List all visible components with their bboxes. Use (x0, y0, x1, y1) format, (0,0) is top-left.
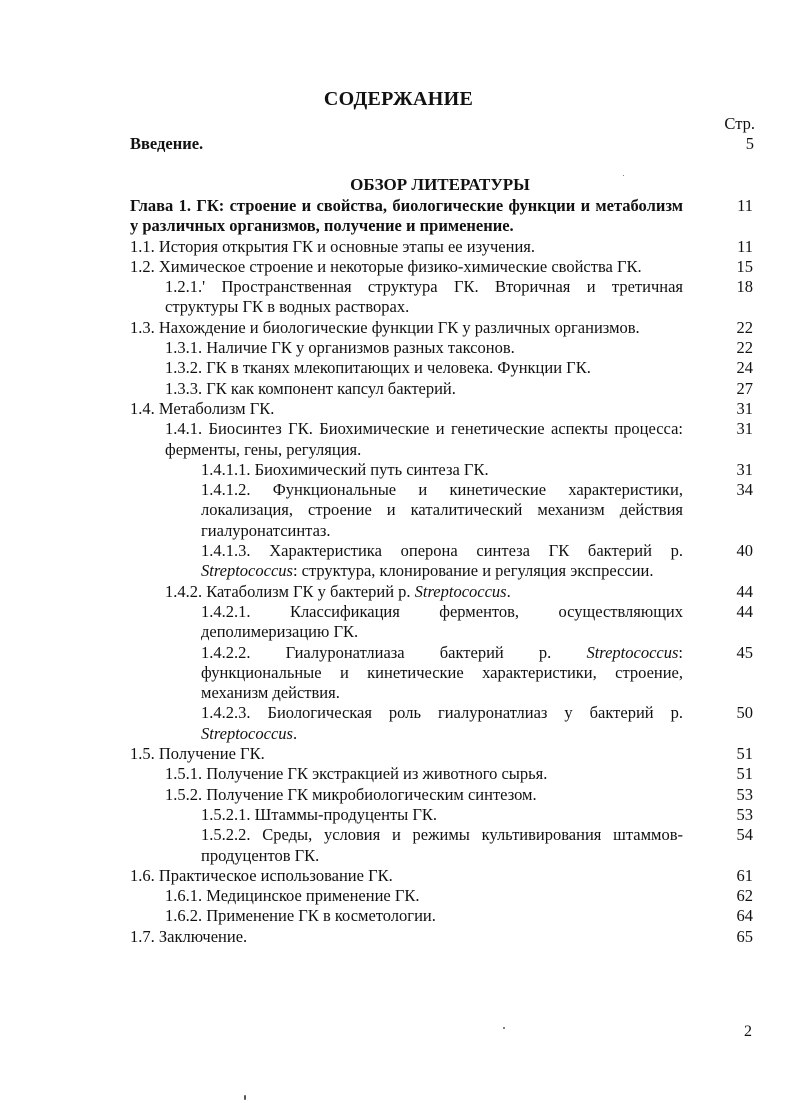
toc-entry-text: 1.3.3. ГК как компонент капсул бактерий. (165, 378, 456, 398)
toc-entry-text: 1.2.1.' Пространственная структура ГК. Вторичная и третичная структуры ГК в водных растворах. (165, 277, 683, 317)
toc-entry-page: 18 (736, 277, 753, 297)
toc-entry-page: 50 (736, 703, 753, 723)
toc-entry (130, 866, 753, 886)
page-number: 2 (744, 1023, 752, 1040)
toc-entry-text: 1.2. Химическое строение и некоторые физико-химические свойства ГК. (130, 256, 642, 276)
page-column-label: Стр. (724, 114, 755, 133)
toc-entry-text: Глава 1. ГК: строение и свойства, биологические функции и метаболизм у различных организмов, получение и применение. (130, 196, 683, 236)
toc-entry-page: 51 (736, 744, 753, 764)
toc-entry (130, 318, 753, 338)
toc-entry (130, 399, 753, 419)
toc-entry-text: 1.5.2. Получение ГК микробиологическим синтезом. (165, 784, 537, 804)
toc-entry-page: 64 (736, 906, 753, 926)
toc-entry (130, 257, 753, 277)
toc-entry-page: 65 (736, 926, 753, 946)
scan-speck (503, 1027, 505, 1029)
toc-entry-page: 53 (736, 804, 753, 824)
toc-entry (130, 379, 753, 399)
toc-entry-text: 1.5.2.1. Штаммы-продуценты ГК. (201, 804, 438, 824)
toc-entry (130, 358, 753, 378)
toc-entry-text: 1.6.1. Медицинское применение ГК. (165, 886, 420, 906)
scan-speck (623, 175, 624, 176)
toc-entry-text: 1.5. Получение ГК. (130, 744, 265, 764)
toc-entry (130, 460, 753, 480)
toc-entry (130, 237, 753, 257)
toc-entry-text: 1.3.1. Наличие ГК у организмов разных таксонов. (165, 338, 515, 358)
toc-entry-page: 54 (736, 825, 753, 845)
toc-entry (130, 703, 753, 744)
toc-entry-text: 1.7. Заключение. (130, 926, 248, 946)
toc-entry-text: 1.6. Практическое использование ГК. (130, 865, 393, 885)
toc-entry-text: 1.1. История открытия ГК и основные этапы ее изучения. (130, 236, 536, 256)
toc-entry-text: 1.4.2.2. Гиалуронатлиаза бактерий р. Streptococcus: функциональные и кинетические характеристики, строение, механизм действия. (201, 642, 683, 703)
toc-entry-text: 1.4.1.3. Характеристика оперона синтеза ГК бактерий р. Streptococcus: структура, клонирование и регуляция экспрессии. (201, 541, 683, 581)
toc-entry (130, 785, 753, 805)
toc-entry-chapter-1 (130, 196, 753, 237)
toc-entry (130, 582, 753, 602)
toc-entry-page: 22 (736, 338, 753, 358)
toc-entry-page: 62 (736, 886, 753, 906)
table-of-contents (130, 196, 753, 947)
toc-entry-page: 24 (736, 358, 753, 378)
toc-entry-page: 53 (736, 784, 753, 804)
toc-entry-text: 1.4.2. Катаболизм ГК у бактерий р. Streptococcus. (165, 581, 511, 601)
page-title: СОДЕРЖАНИЕ (323, 88, 474, 110)
toc-entry-page: 61 (736, 865, 753, 885)
toc-entry-page: 27 (736, 378, 753, 398)
toc-entry-text: 1.6.2. Применение ГК в косметологии. (165, 906, 436, 926)
scan-speck (244, 1095, 246, 1100)
toc-entry-page: 34 (736, 480, 753, 500)
toc-entry (130, 744, 753, 764)
toc-entry-text: 1.4.1.2. Функциональные и кинетические характеристики, локализация, строение и каталитический механизм действия гиалуронатсинтаз. (201, 480, 683, 540)
toc-entry-page: 11 (737, 236, 753, 256)
intro-entry-title: Введение. (130, 134, 204, 153)
toc-entry-page: 11 (737, 196, 753, 215)
toc-entry-text: 1.4.1. Биосинтез ГК. Биохимические и генетические аспекты процесса: ферменты, гены, регуляция. (165, 419, 683, 459)
toc-entry-page: 44 (736, 581, 753, 601)
toc-entry-text: 1.4. Метаболизм ГК. (130, 398, 275, 418)
toc-entry-page: 40 (736, 541, 753, 561)
toc-entry-page: 31 (736, 398, 753, 418)
toc-entry-page: 31 (736, 419, 753, 439)
toc-entry (130, 825, 753, 866)
intro-entry-page: 5 (745, 134, 754, 153)
toc-entry-text: 1.5.1. Получение ГК экстракцией из животного сырья. (165, 764, 548, 784)
toc-entry (130, 764, 753, 784)
toc-entry-text: 1.3.2. ГК в тканях млекопитающих и человека. Функции ГК. (165, 358, 591, 378)
toc-entry (130, 643, 753, 704)
toc-entry-text: 1.5.2.2. Среды, условия и режимы культивирования штаммов-продуцентов ГК. (201, 825, 683, 865)
toc-entry (130, 419, 753, 460)
toc-entry-page: 44 (736, 601, 753, 621)
toc-entry-text: 1.3. Нахождение и биологические функции ГК у различных организмов. (130, 317, 640, 337)
toc-entry (130, 927, 753, 947)
toc-entry-page: 45 (736, 642, 753, 662)
toc-entry-page: 22 (736, 317, 753, 337)
toc-entry-page: 15 (736, 256, 753, 276)
toc-entry-page: 51 (736, 764, 753, 784)
toc-entry (130, 805, 753, 825)
toc-entry (130, 602, 753, 643)
toc-entry-text: 1.4.2.3. Биологическая роль гиалуронатлиаз у бактерий р. Streptococcus. (201, 703, 683, 743)
toc-entry (130, 886, 753, 906)
toc-entry (130, 541, 753, 582)
section-heading: ОБЗОР ЛИТЕРАТУРЫ (350, 175, 530, 194)
toc-entry-text: 1.4.2.1. Классификация ферментов, осуществляющих деполимеризацию ГК. (201, 601, 683, 642)
toc-entry-page: 31 (736, 459, 753, 479)
toc-entry-text: 1.4.1.1. Биохимический путь синтеза ГК. (201, 459, 489, 479)
toc-entry (130, 480, 753, 541)
toc-entry (130, 906, 753, 926)
toc-entry (130, 338, 753, 358)
toc-entry (130, 277, 753, 318)
